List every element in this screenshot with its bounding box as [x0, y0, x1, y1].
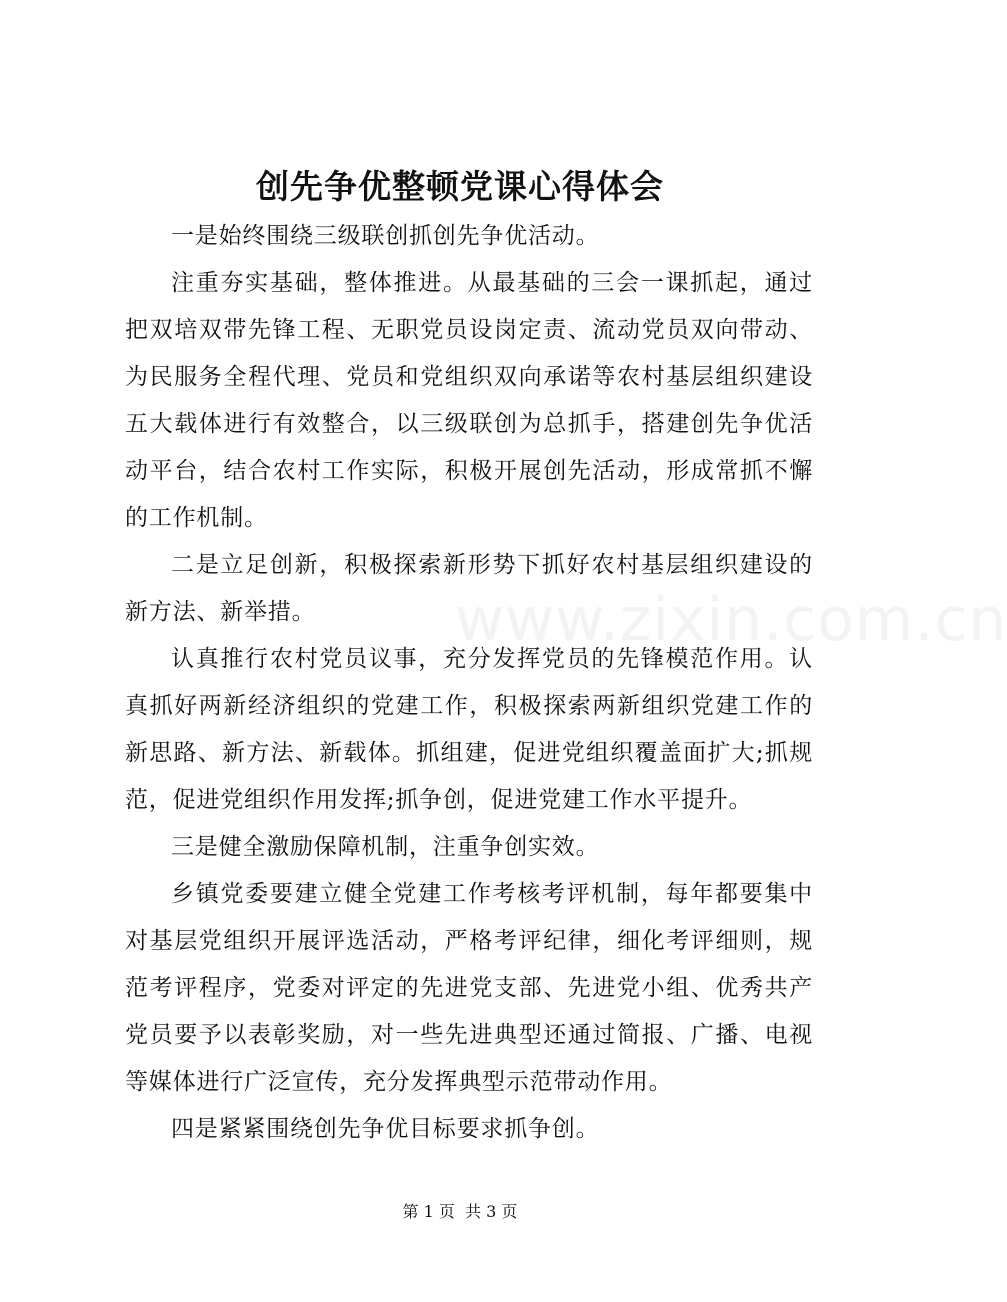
paragraph-2: 注重夯实基础，整体推进。从最基础的三会一课抓起，通过把双培双带先锋工程、无职党员设岗定责、流动党员双向带动、为民服务全程代理、党员和党组织双向承诺等农村基层组织建设五大载体进行有效整合，以三级联创为总抓手，搭建创先争优活动平台，结合农村工作实际，积极开展创先活动，形成常抓不懈的工作机制。 [125, 270, 813, 531]
paragraph-4: 认真推行农村党员议事，充分发挥党员的先锋模范作用。认真抓好两新经济组织的党建工作，积极探索两新组织党建工作的新思路、新方法、新载体。抓组建，促进党组织覆盖面扩大;抓规范，促进党组织作用发挥;抓争创，促进党建工作水平提升。 [125, 646, 813, 813]
paragraph-3: 二是立足创新，积极探索新形势下抓好农村基层组织建设的新方法、新举措。 [125, 552, 813, 625]
paragraph-6: 乡镇党委要建立健全党建工作考核考评机制，每年都要集中对基层党组织开展评选活动，严格考评纪律，细化考评细则，规范考评程序，党委对评定的先进党支部、先进党小组、优秀共产党员要予以表彰奖励，对一些先进典型还通过简报、广播、电视等媒体进行广泛宣传，充分发挥典型示范带动作用。 [125, 881, 813, 1095]
paragraph-7: 四是紧紧围绕创先争优目标要求抓争创。 [171, 1116, 600, 1142]
document-title: 创先争优整顿党课心得体会 [256, 167, 664, 206]
paragraph-5: 三是健全激励保障机制，注重争创实效。 [171, 834, 600, 860]
paragraph-1: 一是始终围绕三级联创抓创先争优活动。 [171, 223, 600, 249]
page-footer: 第 1 页 共 3 页 [402, 1202, 518, 1221]
watermark: www.zixin.com.cn [455, 585, 1007, 655]
document-body [125, 213, 813, 1153]
